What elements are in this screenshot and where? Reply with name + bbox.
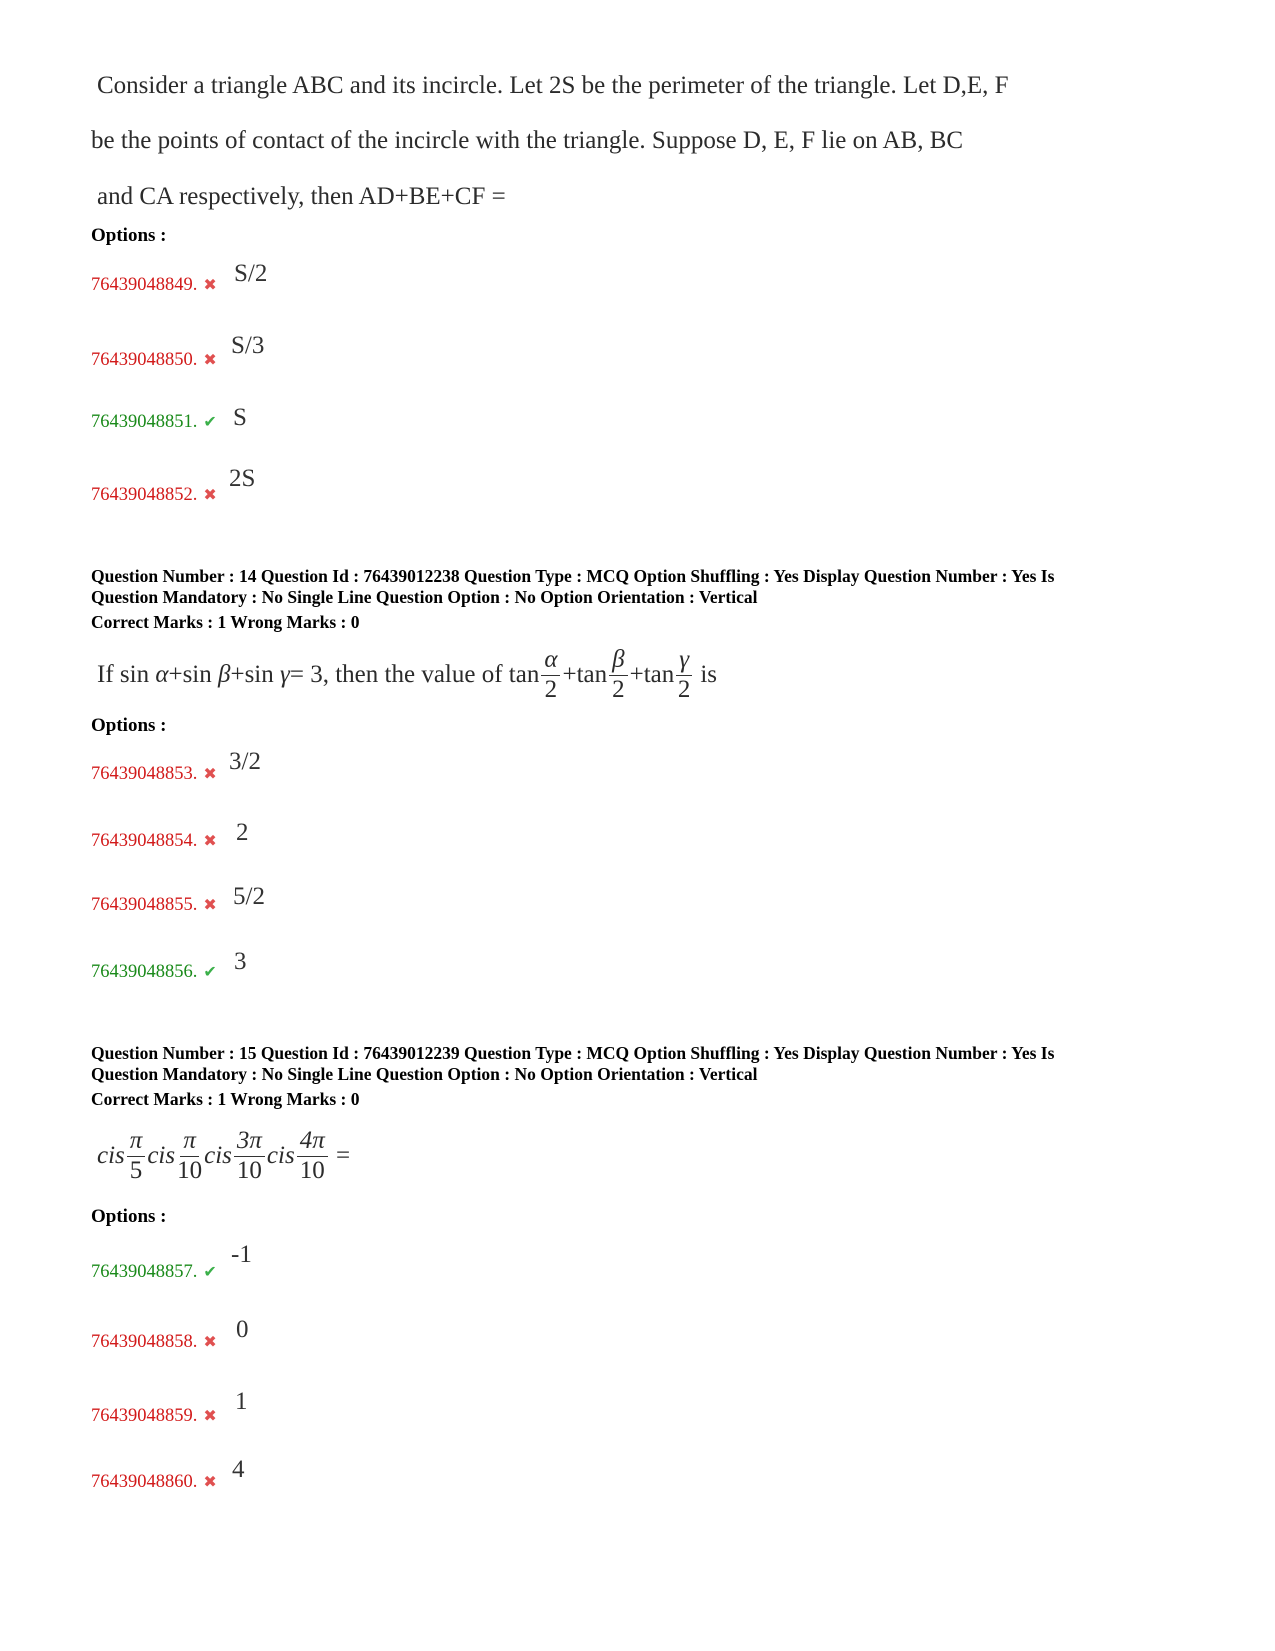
q14-option-3[interactable] xyxy=(91,895,217,916)
option-id: 76439048852. xyxy=(91,485,198,505)
check-icon: ✔ xyxy=(203,1264,217,1281)
q13-option-3[interactable] xyxy=(91,412,217,433)
q13-options-label: Options : xyxy=(91,225,167,246)
q15-option-1-value: -1 xyxy=(231,1241,252,1268)
math-func: sin xyxy=(244,660,274,688)
q13-text-line3: and CA respectively, then AD+BE+CF = xyxy=(97,183,506,210)
q13-option-2-value: S/3 xyxy=(231,332,265,359)
q15-option-4-value: 4 xyxy=(232,1456,245,1483)
option-id: 76439048849. xyxy=(91,275,198,295)
cross-icon: ✖ xyxy=(203,487,217,504)
q15-option-1[interactable] xyxy=(91,1262,217,1283)
math-func: cis xyxy=(147,1141,176,1169)
math-fraction: $\frac{\pi}{5}$ xyxy=(127,1126,146,1185)
q14-option-2[interactable] xyxy=(91,831,217,852)
q15-meta-line2: Question Mandatory : No Single Line Question Option : No Option Orientation : Vertical xyxy=(91,1064,758,1084)
option-id: 76439048856. xyxy=(91,962,198,982)
q15-question-math xyxy=(97,1126,350,1185)
option-id: 76439048853. xyxy=(91,764,198,784)
math-func: cis xyxy=(97,1141,125,1169)
q13-option-4-value: 2S xyxy=(229,465,256,492)
cross-icon: ✖ xyxy=(203,277,217,294)
q14-option-4-value: 3 xyxy=(234,948,247,975)
cross-icon: ✖ xyxy=(203,766,217,783)
q13-option-2[interactable] xyxy=(91,350,217,371)
math-op: + xyxy=(629,660,644,688)
q14-option-4[interactable] xyxy=(91,962,217,983)
q13-text-line1: Consider a triangle ABC and its incircle. Let 2S be the perimeter of the triangle. Let D,E, F xyxy=(97,72,1009,99)
q14-meta-line2: Question Mandatory : No Single Line Question Option : No Option Orientation : Vertical xyxy=(91,587,758,607)
q14-meta-line1: Question Number : 14 Question Id : 76439012238 Question Type : MCQ Option Shuffling : Yes Display Question Number : Yes Is xyxy=(91,566,1055,586)
math-func: sin xyxy=(182,660,212,688)
math-op: + xyxy=(168,660,183,688)
option-id: 76439048858. xyxy=(91,1332,198,1352)
q13-option-1-value: S/2 xyxy=(234,260,268,287)
q13-option-1[interactable] xyxy=(91,275,217,296)
math-fraction: $\frac{3\pi}{10}$ xyxy=(234,1126,265,1185)
option-id: 76439048851. xyxy=(91,412,198,432)
cross-icon: ✖ xyxy=(203,1474,217,1491)
q15-option-2-value: 0 xyxy=(236,1316,249,1343)
math-func: cis xyxy=(204,1141,232,1169)
q14-question-math xyxy=(97,645,717,704)
q15-options-label: Options : xyxy=(91,1206,167,1227)
math-var: γ xyxy=(280,660,290,688)
option-id: 76439048854. xyxy=(91,831,198,851)
math-fraction: $\frac{\beta}{2}$ xyxy=(609,645,627,704)
cross-icon: ✖ xyxy=(203,352,217,369)
option-id: 76439048859. xyxy=(91,1406,198,1426)
math-func: tan xyxy=(508,660,540,688)
q15-meta-line1: Question Number : 15 Question Id : 76439012239 Question Type : MCQ Option Shuffling : Yes Display Question Number : Yes Is xyxy=(91,1043,1055,1063)
option-id: 76439048857. xyxy=(91,1262,198,1282)
option-id: 76439048850. xyxy=(91,350,198,370)
math-func: cis xyxy=(266,1141,295,1169)
q13-option-3-value: S xyxy=(233,404,247,431)
q15-option-4[interactable] xyxy=(91,1472,217,1493)
option-id: 76439048855. xyxy=(91,895,198,915)
q15-option-2[interactable] xyxy=(91,1332,217,1353)
q14-option-3-value: 5/2 xyxy=(233,883,265,910)
math-func: tan xyxy=(576,660,608,688)
cross-icon: ✖ xyxy=(203,1334,217,1351)
q15-marks: Correct Marks : 1 Wrong Marks : 0 xyxy=(91,1089,360,1109)
cross-icon: ✖ xyxy=(203,833,217,850)
math-op: = xyxy=(335,1141,351,1169)
q14-option-2-value: 2 xyxy=(236,819,249,846)
option-id: 76439048860. xyxy=(91,1472,198,1492)
check-icon: ✔ xyxy=(203,964,217,981)
math-var: α xyxy=(155,660,169,688)
q14-options-label: Options : xyxy=(91,715,167,736)
math-func: sin xyxy=(119,660,150,688)
math-fraction: $\frac{\alpha}{2}$ xyxy=(541,645,560,704)
math-fraction: $\frac{\gamma}{2}$ xyxy=(677,646,691,703)
math-var: β xyxy=(218,660,231,688)
q15-option-3[interactable] xyxy=(91,1406,217,1427)
q13-option-4[interactable] xyxy=(91,485,217,506)
math-op: + xyxy=(230,660,245,688)
cross-icon: ✖ xyxy=(203,897,217,914)
q14-marks: Correct Marks : 1 Wrong Marks : 0 xyxy=(91,612,360,632)
check-icon: ✔ xyxy=(203,414,217,431)
math-fraction: $\frac{4\pi}{10}$ xyxy=(297,1126,328,1185)
q15-option-3-value: 1 xyxy=(235,1388,248,1415)
math-func: tan xyxy=(643,660,675,688)
math-fraction: $\frac{\pi}{10}$ xyxy=(177,1127,203,1184)
q14-option-1-value: 3/2 xyxy=(229,748,261,775)
math-text: , then the value of xyxy=(322,660,503,688)
math-text: is xyxy=(700,660,718,688)
math-op: + xyxy=(562,660,577,688)
q14-option-1[interactable] xyxy=(91,764,217,785)
q13-text-line2: be the points of contact of the incircle with the triangle. Suppose D, E, F lie on AB, BC xyxy=(91,127,964,154)
math-op: = 3 xyxy=(289,660,323,688)
cross-icon: ✖ xyxy=(203,1408,217,1425)
math-text: If xyxy=(97,660,114,688)
